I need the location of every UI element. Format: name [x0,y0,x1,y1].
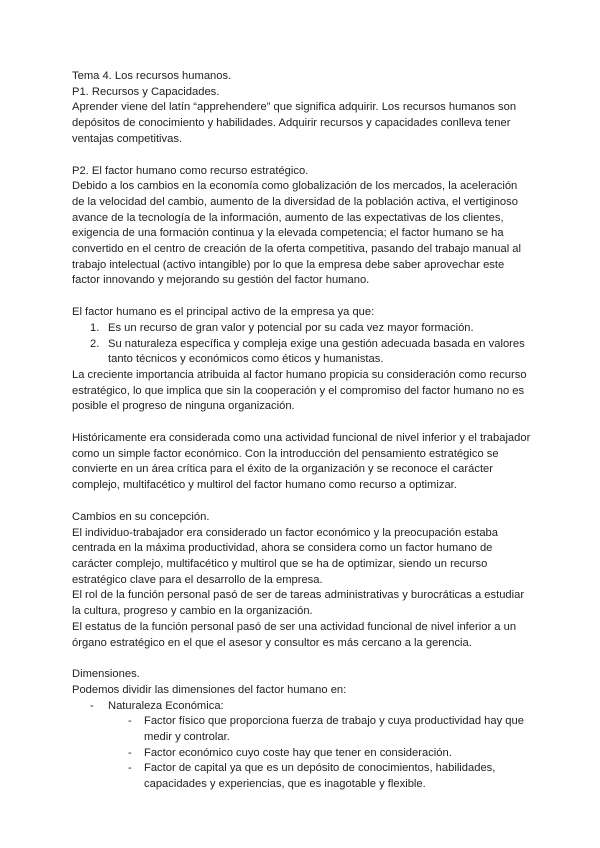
paragraph-line: ventajas competitivas. [72,132,183,145]
paragraph-line: la cultura, progreso y cambio en la organización. [72,605,313,618]
bullet-item [72,699,528,715]
sub-list-item [72,714,528,745]
bullet-label: Naturaleza Económica: [108,699,224,712]
paragraph-line: órgano estratégico en el que el asesor y consultor es más cercano a la gerencia. [72,636,472,649]
list-item-line: tanto técnicos y económicos como éticos y humanistas. [108,353,384,366]
list-number: 1. [90,321,100,334]
sub-item-line: Factor de capital ya que es un depósito de conocimientos, habilidades, [144,762,496,775]
sub-item-line: Factor económico cuyo coste hay que tener en consideración. [144,746,452,759]
doc-title: Tema 4. Los recursos humanos. [72,70,232,82]
spacer [72,494,528,510]
paragraph-line: como un simple factor económico. Con la introducción del pensamiento estratégico se [72,447,499,460]
sub-bullet-list [72,714,528,793]
section-p1-paragraph [72,100,528,147]
paragraph-line: depósitos de conocimiento y habilidades. Adquirir recursos y capacidades conlleva tener [72,117,511,130]
dash-bullet: - [128,762,132,775]
paragraph-line: posible el progreso de ninguna organización. [72,400,295,413]
paragraph-line: exigencia de una formación continua y la elevada competencia; el factor humano se ha [72,227,504,240]
paragraph-line: de la velocidad del cambio, aumento de la diversidad de la población activa, el vertiginoso [72,195,518,208]
dimensions-heading: Dimensiones. [72,668,140,681]
paragraph-line: El individuo-trabajador era considerado un factor económico y la preocupación estaba [72,526,499,539]
numbered-list [72,321,528,368]
dash-bullet: - [128,746,132,759]
list-number: 2. [90,337,100,350]
paragraph-line: estratégico clave para el desarrollo de la empresa. [72,573,323,586]
importance-paragraph [72,368,528,415]
paragraph-line: Históricamente era considerada como una actividad funcional de nivel inferior y el trabajador [72,432,531,445]
spacer [72,289,528,305]
paragraph-line: avance de la tecnología de la información, aumento de las expectativas de los clientes, [72,211,504,224]
paragraph-line: factor innovando y mejorando su gestión del factor humano. [72,274,370,287]
sub-item-line: capacidades y experiencias, que es inagotable y flexible. [144,778,426,791]
sub-list-item [72,746,528,762]
paragraph-line: La creciente importancia atribuida al factor humano propicia su consideración como recurso [72,368,527,381]
section-p2-heading: P2. El factor humano como recurso estratégico. [72,164,309,177]
dimensions-intro: Podemos dividir las dimensiones del factor humano en: [72,683,347,696]
list-item-line: Es un recurso de gran valor y potencial por su cada vez mayor formación. [108,321,474,334]
paragraph-line: carácter complejo, multifacético y multirol que se ha de optimizar, siendo un recurso [72,557,488,570]
paragraph-line: El estatus de la función personal pasó de ser una actividad funcional de nivel inferior a un [72,620,517,633]
activo-intro: El factor humano es el principal activo de la empresa ya que: [72,306,375,319]
paragraph-line: Aprender viene del latín “apprehendere” que significa adquirir. Los recursos humanos son [72,101,517,114]
paragraph-line: estratégico, lo que implica que sin la cooperación y el compromiso del factor humano no es [72,384,525,397]
paragraph-line: Debido a los cambios en la economía como globalización de los mercados, la aceleración [72,180,518,193]
list-item [72,337,528,368]
spacer [72,148,528,164]
sub-item-line: Factor físico que proporciona fuerza de trabajo y cuya productividad hay que [144,715,524,728]
paragraph-line: convierte en un área crítica para el éxito de la organización y se reconoce el carácter [72,463,494,476]
paragraph-line: convertido en el centro de creación de la oferta competitiva, pasando del trabajo manual al [72,243,522,256]
document-body [72,69,531,793]
historical-paragraph [72,431,531,494]
sub-list-item [72,761,528,792]
sub-item-line: medir y controlar. [144,731,230,744]
paragraph-line: trabajo intelectual (activo intangible) por lo que la empresa debe saber aprovechar este [72,258,505,271]
spacer [72,415,528,431]
dash-bullet: - [90,699,94,712]
paragraph-line: El rol de la función personal pasó de ser de tareas administrativas y burocráticas a estudiar [72,589,525,602]
list-item [72,321,528,337]
paragraph-line: centrada en la máxima productividad, ahora se considera como un factor humano de [72,542,493,555]
dash-bullet: - [128,715,132,728]
paragraph-line: complejo, multifacético y multirol del factor humano como recurso a optimizar. [72,479,457,492]
section-p1-heading: P1. Recursos y Capacidades. [72,85,220,98]
section-p2-paragraph [72,179,528,289]
spacer [72,651,528,667]
changes-paragraph [72,526,528,652]
changes-heading: Cambios en su concepción. [72,510,210,523]
list-item-line: Su naturaleza específica y compleja exige una gestión adecuada basada en valores [108,337,525,350]
